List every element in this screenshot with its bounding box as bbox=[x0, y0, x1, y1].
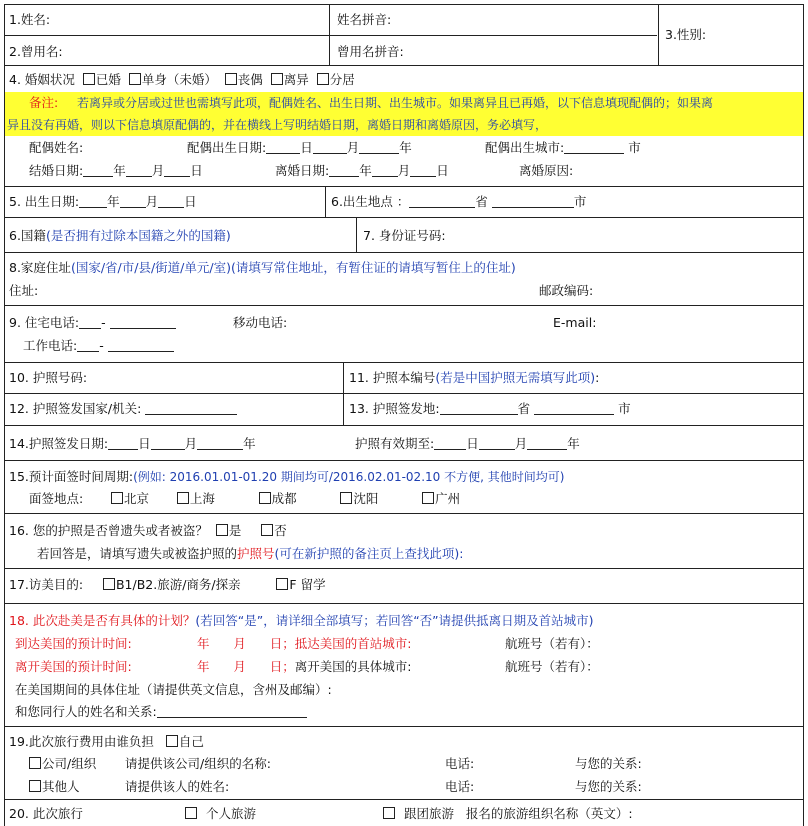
used-pinyin-label: 曾用名拼音: bbox=[337, 44, 404, 59]
leave-flight-label: 航班号（若有）： bbox=[505, 659, 599, 674]
payer-question: 19.此次旅行费用由谁负担 自己 bbox=[9, 734, 204, 749]
issue-country: 12. 护照签发国家/机关: bbox=[9, 401, 237, 417]
married-checkbox[interactable] bbox=[83, 73, 95, 85]
company-checkbox[interactable] bbox=[29, 757, 41, 769]
company-relation-label: 与您的关系: bbox=[575, 756, 642, 771]
chengdu-checkbox[interactable] bbox=[259, 492, 271, 504]
section-issue-date bbox=[4, 425, 804, 461]
interview-period: 15.预计面签时间周期:(例如: 2016.01.01-01.20 期间均可/2016.02.01-02.10 不方便, 其他时间均可) bbox=[9, 469, 565, 484]
lost-question: 16. 您的护照是否曾遗失或者被盗？ 是 否 bbox=[9, 523, 287, 538]
lost-no-checkbox[interactable] bbox=[261, 524, 273, 536]
other-option: 其他人 bbox=[29, 779, 80, 795]
arrive-date: 年 月 日；抵达美国的首站城市: bbox=[197, 636, 412, 651]
section-address bbox=[4, 252, 804, 306]
beijing-checkbox[interactable] bbox=[111, 492, 123, 504]
passport-book-no: 11. 护照本编号(若是中国护照无需填写此项): bbox=[349, 370, 600, 385]
purpose: 17.访美目的: B1/B2.旅游/商务/探亲 F 留学 bbox=[9, 577, 326, 592]
spouse-name-label: 配偶姓名: bbox=[29, 140, 84, 155]
home-address: 8.家庭住址(国家/省/市/县/街道/单元/室)(请填写常住地址，有暂住证的请填写暂住上的住址) bbox=[9, 260, 516, 275]
f-visa-checkbox[interactable] bbox=[276, 578, 288, 590]
used-name-label: 2.曾用名: bbox=[9, 44, 63, 59]
spouse-dob: 配偶出生日期: 日 月 年 bbox=[187, 140, 412, 155]
shenyang-checkbox[interactable] bbox=[340, 492, 352, 504]
section-plan bbox=[4, 603, 804, 727]
section-marital bbox=[4, 65, 804, 187]
self-checkbox[interactable] bbox=[166, 735, 178, 747]
divorce-date: 离婚日期: 年 月 日 bbox=[275, 163, 449, 178]
plan-question: 18. 此次赴美是否有具体的计划？(若回答“是”，请详细全部填写；若回答“否”请提供抵离日期及首站城市) bbox=[9, 613, 594, 628]
lost-followup: 若回答是，请填写遗失或被盗护照的护照号(可在新护照的备注页上查找此项): bbox=[37, 546, 464, 561]
section-phones bbox=[4, 305, 804, 363]
other-phone-label: 电话: bbox=[445, 779, 475, 794]
company-option: 公司/组织 bbox=[29, 756, 96, 772]
mobile-label: 移动电话: bbox=[233, 315, 288, 330]
section-birth bbox=[4, 186, 804, 218]
marital-note: 备注: 若离异或分居或过世也需填写此项，配偶姓名、出生日期、出生城市。如果离异且已再婚，以下信息填现配偶的；如果离 异且没有再婚，则以下信息填原配偶的，并在横线上写明结婚日期，离婚日期和离婚原因，务必填写， bbox=[5, 92, 803, 136]
shanghai-checkbox[interactable] bbox=[177, 492, 189, 504]
pinyin-label: 姓名拼音: bbox=[337, 12, 392, 27]
id-label: 7. 身份证号码: bbox=[363, 228, 446, 243]
individual-option: 个人旅游 bbox=[185, 806, 256, 822]
companion: 和您同行人的姓名和关系: bbox=[15, 704, 307, 720]
leave-time-label: 离开美国的预计时间: bbox=[15, 659, 132, 674]
dob: 5. 出生日期: 年 月 日 bbox=[9, 194, 197, 209]
marry-date: 结婚日期: 年 月 日 bbox=[29, 163, 203, 178]
marital-title: 4. 婚姻状况 已婚 单身（未婚） 丧偶 离异 分居 bbox=[9, 72, 355, 87]
widowed-checkbox[interactable] bbox=[225, 73, 237, 85]
leave-date: 年 月 日；离开美国的具体城市: bbox=[197, 659, 412, 674]
divorce-reason-label: 离婚原因: bbox=[519, 163, 574, 178]
other-name-label: 请提供该人的姓名: bbox=[125, 779, 230, 794]
work-phone: 工作电话: - bbox=[23, 338, 174, 354]
other-relation-label: 与您的关系: bbox=[575, 779, 642, 794]
company-phone-label: 电话: bbox=[445, 756, 475, 771]
section-interview bbox=[4, 460, 804, 514]
company-name-label: 请提供该公司/组织的名称: bbox=[125, 756, 271, 771]
section-nationality bbox=[4, 217, 804, 253]
arrive-time-label: 到达美国的预计时间: bbox=[15, 636, 132, 651]
us-address-label: 在美国期间的具体住址（请提供英文信息，含州及邮编）: bbox=[15, 682, 332, 697]
guangzhou-checkbox[interactable] bbox=[422, 492, 434, 504]
travel-type-question: 20. 此次旅行 bbox=[9, 806, 83, 821]
individual-checkbox[interactable] bbox=[185, 807, 197, 819]
home-phone: 9. 住宅电话: - bbox=[9, 315, 176, 331]
section-lost-passport bbox=[4, 513, 804, 569]
section-passport bbox=[4, 362, 804, 426]
nationality: 6.国籍(是否拥有过除本国籍之外的国籍) bbox=[9, 228, 231, 243]
interview-place: 面签地点: 北京 上海 成都 沈阳 广州 bbox=[29, 491, 461, 506]
spouse-city: 配偶出生城市: 市 bbox=[485, 140, 641, 155]
arrive-flight-label: 航班号（若有）： bbox=[505, 636, 599, 651]
other-checkbox[interactable] bbox=[29, 780, 41, 792]
b1b2-checkbox[interactable] bbox=[103, 578, 115, 590]
passport-no-label: 10. 护照号码: bbox=[9, 370, 88, 385]
gender-label: 3.性别: bbox=[665, 27, 707, 42]
section-name bbox=[4, 4, 804, 66]
group-checkbox[interactable] bbox=[383, 807, 395, 819]
separated-checkbox[interactable] bbox=[317, 73, 329, 85]
divorced-checkbox[interactable] bbox=[271, 73, 283, 85]
section-purpose bbox=[4, 568, 804, 604]
expiry-date: 护照有效期至: 日 月 年 bbox=[355, 436, 580, 451]
single-checkbox[interactable] bbox=[129, 73, 141, 85]
issue-date: 14.护照签发日期: 日 月 年 bbox=[9, 436, 256, 451]
name-label: 1.姓名: bbox=[9, 12, 51, 27]
live-label: 住址: bbox=[9, 283, 39, 298]
section-payer bbox=[4, 726, 804, 800]
group-option: 跟团旅游 报名的旅游组织名称（英文）: bbox=[383, 806, 633, 822]
section-travel-type bbox=[4, 799, 804, 826]
issue-place: 13. 护照签发地: 省 市 bbox=[349, 401, 631, 416]
email-label: E-mail: bbox=[553, 315, 597, 330]
lost-yes-checkbox[interactable] bbox=[216, 524, 228, 536]
postcode-label: 邮政编码: bbox=[539, 283, 594, 298]
birthplace: 6.出生地点 ： 省 市 bbox=[331, 194, 587, 209]
